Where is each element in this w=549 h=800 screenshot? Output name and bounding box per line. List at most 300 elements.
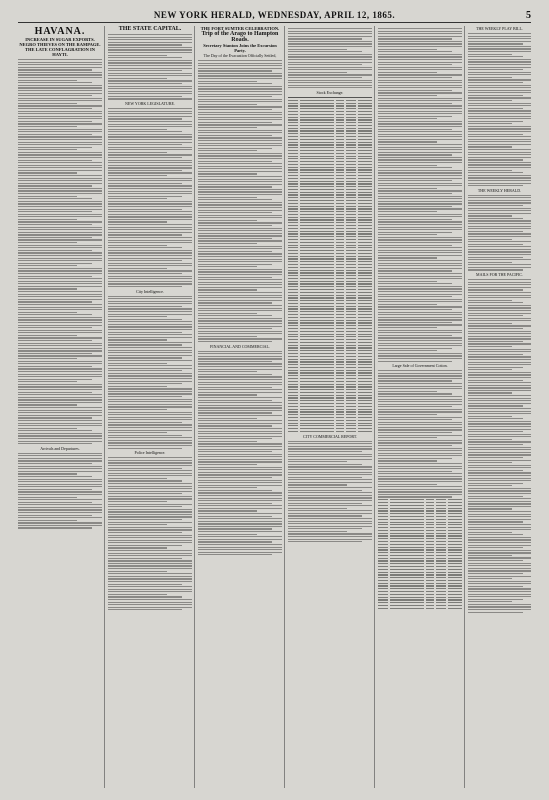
text-line (18, 255, 102, 256)
table-row (288, 105, 372, 106)
text-line (378, 170, 462, 171)
text-line (378, 208, 462, 209)
text-line (468, 315, 523, 316)
text-line (468, 259, 531, 260)
cotton-sale-heading: Large Sale of Government Cotton. (392, 363, 448, 369)
text-line (108, 445, 192, 446)
text-line (378, 178, 462, 179)
text-line (18, 384, 102, 385)
text-line (468, 460, 531, 461)
text-line (468, 302, 523, 303)
text-line (468, 195, 531, 196)
table-row (378, 510, 462, 511)
text-line (198, 181, 282, 182)
text-line (108, 483, 192, 484)
text-line (108, 368, 192, 369)
text-line (18, 394, 102, 395)
text-line (18, 361, 102, 362)
text-line (108, 339, 167, 340)
text-line (108, 301, 192, 302)
text-line (108, 540, 192, 541)
text-line (18, 479, 102, 480)
text-line (108, 355, 192, 356)
text-line (108, 111, 192, 112)
text-line (18, 481, 102, 482)
text-line (468, 113, 531, 114)
text-line (18, 98, 102, 99)
text-line (468, 493, 531, 494)
column-rule (194, 26, 195, 788)
text-line (108, 417, 192, 418)
text-line (198, 202, 282, 203)
subhead-sugar: INCREASE IN SUGAR EXPORTS. (25, 37, 95, 42)
text-line (108, 232, 192, 233)
text-line (18, 139, 102, 140)
text-line (378, 340, 462, 341)
text-line (378, 105, 462, 106)
text-line (108, 311, 192, 312)
text-line (198, 449, 282, 450)
text-line (378, 409, 462, 410)
text-line (378, 214, 462, 215)
text-line (198, 122, 272, 123)
text-line (378, 62, 462, 63)
text-line (198, 315, 272, 316)
text-line (198, 482, 282, 483)
text-line (378, 247, 462, 248)
text-line (108, 93, 192, 94)
text-line (468, 202, 531, 203)
text-line (468, 449, 531, 450)
text-line (198, 109, 272, 110)
text-line (378, 59, 462, 60)
text-line (18, 258, 102, 259)
text-line (378, 276, 462, 277)
text-line (108, 124, 192, 125)
text-line (18, 239, 102, 240)
text-line (288, 38, 362, 39)
text-line (108, 37, 192, 38)
table-row (288, 192, 372, 193)
text-line (198, 176, 282, 177)
text-line (108, 573, 192, 574)
text-line (18, 108, 92, 109)
text-line (378, 411, 462, 412)
table-row (288, 350, 372, 351)
stock-table (288, 100, 372, 432)
text-line (468, 364, 531, 365)
text-line (378, 216, 462, 217)
text-line (108, 165, 192, 166)
text-line (198, 384, 282, 385)
text-line (198, 287, 282, 288)
text-line (468, 426, 531, 427)
text-line (108, 475, 192, 476)
text-line (198, 518, 282, 519)
text-line (198, 456, 282, 457)
subhead-city-intelligence: City Intelligence. (136, 288, 164, 294)
column-1 (18, 26, 102, 788)
text-line (198, 328, 272, 329)
table-row (288, 147, 372, 148)
text-line (108, 252, 192, 253)
text-line (378, 152, 462, 153)
text-line (108, 224, 192, 225)
text-line (108, 352, 192, 353)
text-line (378, 332, 462, 333)
text-line (108, 486, 192, 487)
text-line (468, 581, 531, 582)
text-line (468, 604, 531, 605)
text-line (198, 171, 282, 172)
text-line (468, 287, 531, 288)
text-line (468, 467, 531, 468)
text-line (198, 127, 257, 128)
text-line (18, 517, 102, 518)
text-line (468, 38, 531, 39)
text-line (468, 395, 531, 396)
text-line (18, 325, 102, 326)
text-line (198, 124, 282, 125)
text-line (378, 198, 462, 199)
text-line (198, 251, 272, 252)
table-row (378, 535, 462, 536)
text-line (18, 85, 102, 86)
text-line (378, 116, 452, 117)
text-line (108, 516, 192, 517)
table-row (288, 356, 372, 357)
text-line (468, 79, 531, 80)
table-row (288, 214, 372, 215)
text-line (288, 521, 372, 522)
text-line (108, 329, 192, 330)
table-row (378, 519, 462, 520)
text-line (468, 197, 531, 198)
text-line (198, 240, 282, 241)
text-line (198, 256, 282, 257)
table-row (378, 549, 462, 550)
text-line (108, 342, 192, 343)
text-line (18, 283, 102, 284)
text-line (468, 524, 531, 525)
table-row (288, 119, 372, 120)
text-line (108, 144, 182, 145)
text-line (378, 263, 462, 264)
text-line (108, 286, 182, 287)
text-line (18, 183, 102, 184)
text-line (378, 273, 462, 274)
text-line (18, 90, 102, 91)
text-line (108, 52, 192, 53)
text-line (468, 72, 531, 73)
subhead-conflagration: THE LATE CONFLAGRATION IN HAYTI. (25, 47, 95, 57)
text-line (468, 539, 531, 540)
text-line (198, 508, 282, 509)
text-line (108, 581, 192, 582)
text-line (198, 376, 282, 377)
text-line (108, 393, 192, 394)
text-line (378, 337, 462, 338)
text-line (18, 219, 77, 220)
table-row (378, 605, 462, 606)
text-line (108, 511, 192, 512)
text-line (108, 545, 182, 546)
text-line (468, 557, 531, 558)
text-line (198, 161, 272, 162)
text-line (198, 356, 282, 357)
text-line (288, 523, 372, 524)
text-line (288, 87, 372, 88)
text-line (378, 252, 462, 253)
text-line (18, 343, 102, 344)
text-line (198, 313, 257, 314)
text-line (18, 276, 92, 277)
text-line (198, 243, 257, 244)
text-line (288, 454, 372, 455)
text-line (108, 437, 192, 438)
text-line (468, 141, 531, 142)
text-line (18, 423, 102, 424)
article-text (378, 370, 462, 498)
text-line (378, 427, 462, 428)
text-line (468, 85, 531, 86)
text-line (468, 382, 531, 383)
text-line (108, 584, 182, 585)
text-line (108, 519, 182, 520)
text-line (198, 412, 272, 413)
text-line (108, 57, 182, 58)
text-line (378, 41, 462, 42)
text-line (378, 350, 437, 351)
table-row (288, 103, 372, 104)
text-line (468, 511, 531, 512)
text-line (198, 106, 282, 107)
text-line (108, 537, 192, 538)
text-line (18, 386, 102, 387)
text-line (378, 129, 452, 130)
text-line (468, 380, 523, 381)
text-line (468, 144, 531, 145)
text-line (108, 473, 192, 474)
text-line (108, 550, 192, 551)
text-line (108, 506, 182, 507)
table-row (288, 144, 372, 145)
text-line (378, 229, 462, 230)
text-line (108, 326, 192, 327)
text-line (108, 149, 192, 150)
text-line (288, 464, 362, 465)
table-row (378, 544, 462, 545)
text-line (198, 536, 282, 537)
text-line (18, 188, 102, 189)
text-line (378, 193, 452, 194)
text-line (108, 386, 167, 387)
text-line (18, 327, 92, 328)
text-line (198, 91, 282, 92)
table-row (378, 560, 462, 561)
text-line (108, 227, 192, 228)
text-line (468, 267, 531, 268)
text-line (18, 312, 77, 313)
table-row (378, 505, 462, 506)
text-line (108, 193, 192, 194)
text-line (108, 196, 182, 197)
text-line (198, 387, 272, 388)
text-line (468, 563, 531, 564)
text-line (198, 320, 282, 321)
text-line (18, 392, 92, 393)
text-line (198, 516, 272, 517)
text-line (378, 466, 462, 467)
text-line (198, 225, 272, 226)
text-line (198, 503, 272, 504)
table-row (288, 200, 372, 201)
text-line (198, 235, 282, 236)
text-line (468, 262, 512, 263)
column-3 (198, 26, 282, 788)
text-line (18, 335, 77, 336)
text-line (468, 95, 523, 96)
text-line (108, 142, 192, 143)
table-row (288, 122, 372, 123)
text-line (378, 299, 462, 300)
text-line (108, 201, 192, 202)
text-line (468, 282, 531, 283)
text-line (18, 317, 102, 318)
financial-heading: FINANCIAL AND COMMERCIAL. (210, 343, 270, 349)
table-row (288, 130, 372, 131)
table-row (288, 239, 372, 240)
text-line (468, 521, 523, 522)
table-row (288, 208, 372, 209)
text-line (468, 246, 531, 247)
text-line (198, 461, 282, 462)
text-line (468, 416, 512, 417)
text-line (468, 362, 531, 363)
text-line (108, 373, 192, 374)
text-line (468, 508, 512, 509)
table-row (378, 566, 462, 567)
text-line (378, 121, 462, 122)
text-line (468, 367, 523, 368)
text-line (108, 532, 182, 533)
text-line (18, 175, 102, 176)
text-line (468, 408, 531, 409)
text-line (108, 157, 182, 158)
text-line (468, 578, 512, 579)
text-line (378, 234, 437, 235)
table-row (288, 161, 372, 162)
text-line (18, 471, 102, 472)
text-line (198, 246, 282, 247)
text-line (198, 425, 272, 426)
text-line (18, 160, 92, 161)
text-line (288, 82, 372, 83)
text-line (108, 419, 192, 420)
text-line (198, 132, 282, 133)
text-line (18, 466, 102, 467)
text-line (468, 108, 523, 109)
text-line (198, 179, 282, 180)
text-line (378, 355, 462, 356)
text-line (18, 410, 102, 411)
text-line (108, 73, 192, 74)
table-row (288, 183, 372, 184)
text-line (18, 407, 102, 408)
text-line (378, 330, 462, 331)
text-line (198, 302, 272, 303)
text-line (468, 552, 531, 553)
text-line (468, 257, 523, 258)
text-line (378, 257, 437, 258)
text-line (108, 522, 192, 523)
table-row (288, 270, 372, 271)
table-row (288, 395, 372, 396)
text-line (108, 399, 192, 400)
text-line (18, 103, 77, 104)
text-line (18, 468, 102, 469)
text-line (108, 501, 167, 502)
text-line (198, 215, 282, 216)
table-row (288, 409, 372, 410)
table-row (288, 381, 372, 382)
text-line (18, 162, 102, 163)
text-line (198, 269, 282, 270)
text-line (108, 491, 192, 492)
text-line (198, 436, 282, 437)
text-line (288, 482, 372, 483)
text-line (198, 371, 257, 372)
text-line (108, 470, 192, 471)
text-line (108, 319, 182, 320)
text-line (108, 263, 192, 264)
table-row (288, 242, 372, 243)
text-line (18, 172, 77, 173)
text-line (108, 49, 192, 50)
text-line (198, 117, 282, 118)
text-line (18, 527, 92, 528)
table-row (288, 236, 372, 237)
article-text (468, 195, 531, 271)
text-line (378, 417, 462, 418)
text-line (468, 516, 531, 517)
text-line (468, 90, 531, 91)
text-line (378, 201, 462, 202)
table-row (288, 417, 372, 418)
text-line (108, 422, 182, 423)
text-line (108, 96, 182, 97)
text-line (108, 234, 182, 235)
text-line (108, 509, 192, 510)
text-line (198, 99, 282, 100)
text-line (288, 69, 372, 70)
text-line (288, 451, 362, 452)
text-line (108, 609, 182, 610)
text-line (378, 486, 462, 487)
table-row (288, 278, 372, 279)
text-line (18, 322, 102, 323)
text-line (288, 43, 372, 44)
table-row (288, 228, 372, 229)
text-line (288, 479, 372, 480)
text-line (198, 379, 282, 380)
table-row (288, 347, 372, 348)
text-line (108, 440, 192, 441)
table-row (288, 150, 372, 151)
text-line (108, 344, 182, 345)
text-line (468, 390, 531, 391)
text-line (198, 259, 282, 260)
